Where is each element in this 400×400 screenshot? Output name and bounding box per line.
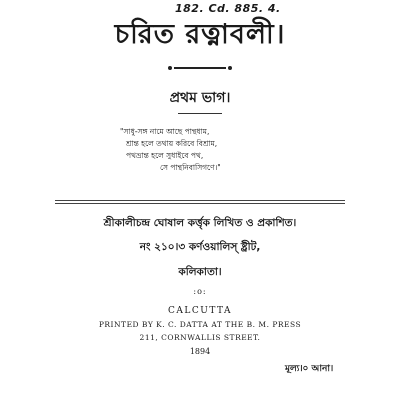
author-publisher-line: শ্রীকালীচন্দ্র ঘোষাল কর্ত্তৃক লিখিত ও প্রকাশিত। (103, 217, 297, 229)
imprint-city: CALCUTTA (167, 306, 232, 316)
imprint-year: 1894 (189, 347, 211, 356)
ornamental-separator: :o: (193, 287, 207, 296)
verse-line-4: সে পান্থনিবাসিগণে।" (160, 163, 221, 172)
book-title: চরিত রত্নাবলী। (114, 19, 286, 50)
verse-line-3: পথভ্রান্ত হলে সুধাইবে পথ, (126, 151, 204, 160)
upper-horizontal-rule-double (55, 203, 345, 204)
part-underline (178, 113, 222, 114)
publisher-address: নং ২১০।৩ কর্ণওয়ালিস্ ষ্ট্রীট, (139, 241, 261, 253)
imprint-printer: PRINTED BY K. C. DATTA AT THE B. M. PRESS (98, 320, 302, 329)
price-label: মূল্য।০ আনা। (285, 364, 334, 374)
part-label: প্রথম ভাগ। (169, 90, 231, 106)
library-shelfmark: 182. Cd. 885. 4. (175, 2, 281, 15)
verse-line-2: শ্রান্ত হলে তথায় করিবে বিশ্রাম, (126, 139, 218, 148)
upper-horizontal-rule (55, 200, 345, 201)
city-bengali: কলিকাতা। (178, 266, 222, 278)
imprint-street: 211, CORNWALLIS STREET. (139, 333, 261, 342)
epigraph-verse (120, 126, 370, 174)
verse-line-1: "সাধু-সঙ্গ নামে আছে পান্থধাম, (120, 127, 210, 136)
title-flourish-divider (174, 67, 226, 69)
